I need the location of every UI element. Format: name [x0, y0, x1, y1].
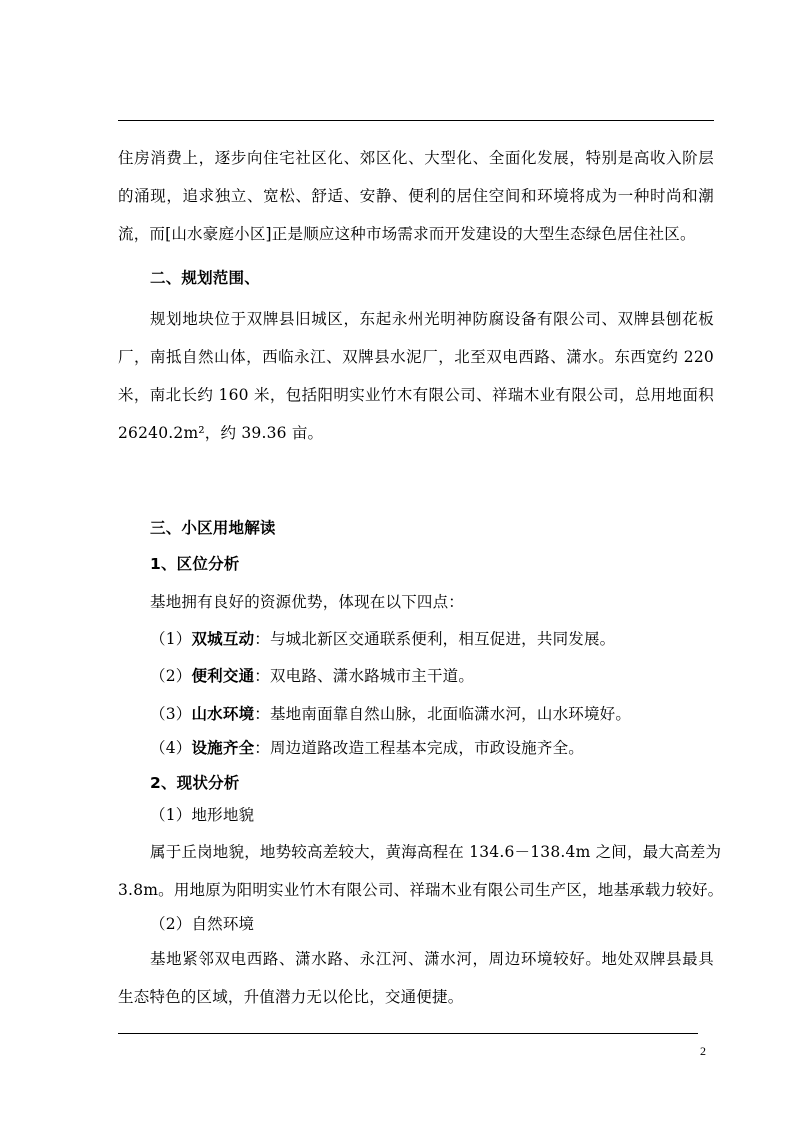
list-item-text: ：周边道路改造工程基本完成，市政设施齐全。: [254, 739, 584, 757]
paragraph-line: 厂，南抵自然山体，西临永江、双牌县水泥厂，北至双电西路、潇水。东西宽约 220: [118, 348, 714, 366]
list-item-text: ：基地南面靠自然山脉，北面临潇水河，山水环境好。: [254, 705, 632, 723]
paragraph-line: 规划地块位于双牌县旧城区，东起永州光明神防腐设备有限公司、双牌县刨花板: [150, 310, 714, 328]
list-item-number: （3）: [150, 705, 192, 723]
paragraph-line: 3.8m。用地原为阳明实业竹木有限公司、祥瑞木业有限公司生产区，地基承载力较好。: [118, 881, 724, 899]
paragraph-line: 生态特色的区域，升值潜力无以伦比，交通便捷。: [118, 988, 464, 1006]
list-item-label: 便利交通: [191, 667, 255, 685]
footer-rule: [118, 1033, 698, 1034]
list-item-label: 山水环境: [191, 705, 255, 723]
list-item-number: （1）: [150, 630, 192, 648]
paragraph-line: 属于丘岗地貌，地势较高差较大，黄海高程在 134.6－138.4m 之间，最大高差为: [150, 843, 722, 861]
subsection-title-environment: （2）自然环境: [150, 915, 255, 933]
list-item-text: ：与城北新区交通联系便利，相互促进，共同发展。: [254, 630, 616, 648]
paragraph-line: 住房消费上，逐步向住宅社区化、郊区化、大型化、全面化发展，特别是高收入阶层: [118, 149, 714, 167]
paragraph-line: 米，南北长约 160 米，包括阳明实业竹木有限公司、祥瑞木业有限公司，总用地面积: [118, 386, 714, 404]
subsection-heading-location: 1、区位分析: [150, 555, 240, 573]
header-rule: [118, 120, 714, 121]
list-item-label: 双城互动: [191, 630, 255, 648]
list-item-number: （4）: [150, 739, 192, 757]
paragraph-line: 的涌现，追求独立、宽松、舒适、安静、便利的居住空间和环境将成为一种时尚和潮: [118, 187, 714, 205]
list-item: [150, 666, 474, 686]
list-item-label: 设施齐全: [191, 739, 255, 757]
subsection-heading-current-status: 2、现状分析: [150, 774, 240, 792]
list-item-text: ：双电路、潇水路城市主干道。: [254, 667, 475, 685]
subsection-title-terrain: （1）地形地貌: [150, 806, 255, 824]
section-heading-site-analysis: 三、小区用地解读: [150, 519, 276, 537]
paragraph-line: 流，而[山水豪庭小区]正是顺应这种市场需求而开发建设的大型生态绿色居住社区。: [118, 225, 696, 243]
paragraph-line: 26240.2m²，约 39.36 亩。: [118, 424, 324, 442]
paragraph-line: 基地紧邻双电西路、潇水路、永江河、潇水河，周边环境较好。地处双牌县最具: [150, 950, 714, 968]
list-item: [150, 704, 631, 724]
list-item: [150, 738, 584, 758]
list-item: [150, 629, 615, 649]
intro-line: 基地拥有良好的资源优势，体现在以下四点：: [150, 593, 465, 611]
section-heading-planning-scope: 二、规划范围、: [150, 269, 260, 287]
list-item-number: （2）: [150, 667, 192, 685]
page-number: 2: [700, 1044, 706, 1058]
